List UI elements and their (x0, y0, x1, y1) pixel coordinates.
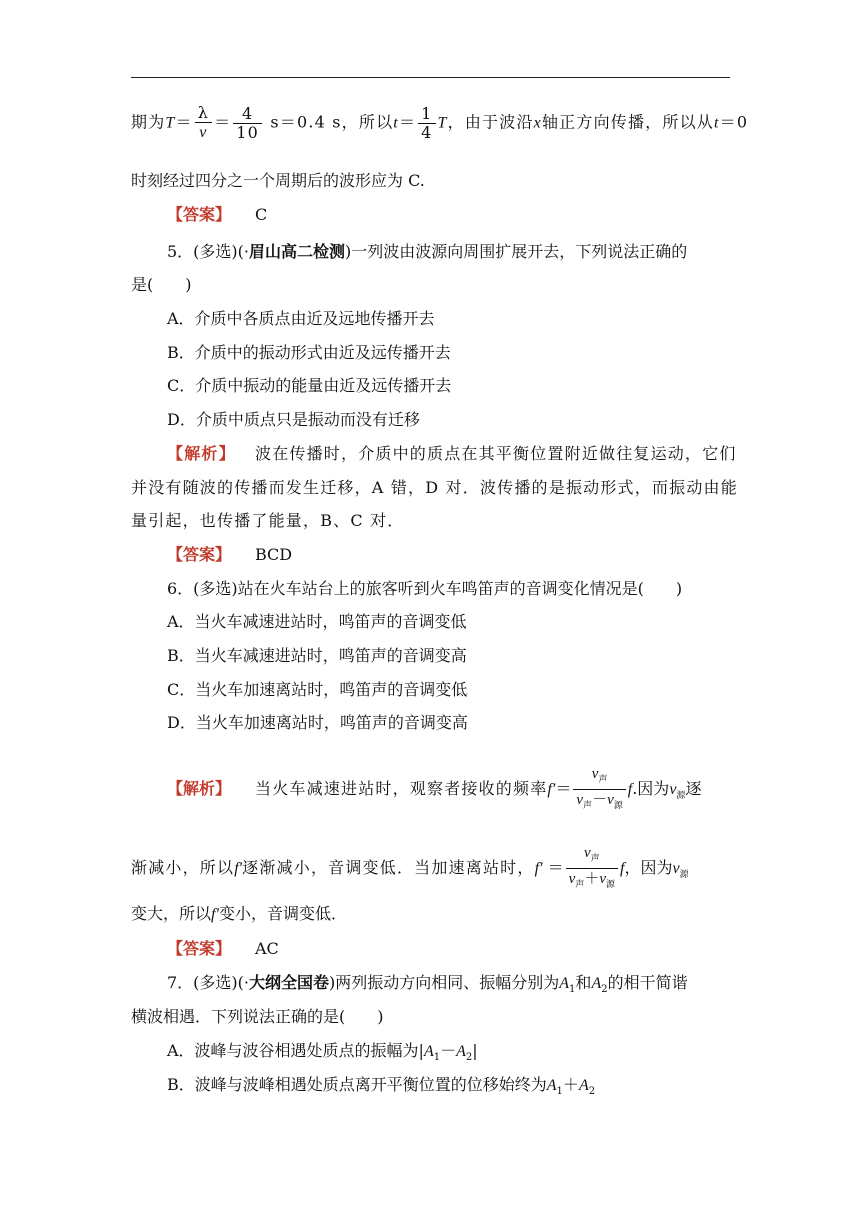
q5-option-c: C．介质中振动的能量由近及远传播开去 (167, 376, 452, 395)
q6-option-a: A．当火车减速进站时，鸣笛声的音调变低 (167, 612, 467, 631)
q5-stem-line-1: 5．(多选)(·眉山高二检测)一列波由波源向周围扩展开去，下列说法正确的 (167, 242, 688, 261)
q6-option-d: D．当火车加速离站时，鸣笛声的音调变高 (167, 713, 468, 732)
header-rule (131, 77, 730, 78)
q7-stem-line-1: 7．(多选)(·大纲全国卷)两列振动方向相同、振幅分别为$A_1$和$A_2$的相干简谐 (167, 973, 688, 996)
answer-label: 【答案】 (167, 545, 232, 564)
answer-label: 【答案】 (167, 205, 232, 224)
q6-analysis-line-1: 【解析】 当火车减速进站时，观察者接收的频率f′＝ $\frac{v_声}{v_声-v_源}$ f.因为$v_源$逐 (167, 764, 701, 815)
fraction-lambda-over-v: $\frac{\lambda}{v}$ (195, 104, 212, 142)
q6-analysis-line-2: 渐减小，所以f′逐渐减小，音调变低．当加速离站时，f′ ＝ $\frac{v_声}{v_声+v_源}$ f，因为$v_源$ (131, 843, 689, 894)
q7-option-a: A．波峰与波谷相遇处质点的振幅为$|A_1-A_2|$ (167, 1041, 478, 1064)
q6-analysis-line-3: 变大，所以f′变小，音调变低． (131, 904, 347, 923)
q6-option-b: B．当火车减速进站时，鸣笛声的音调变高 (167, 646, 467, 665)
intro-line-2: 时刻经过四分之一个周期后的波形应为 C. (131, 171, 425, 190)
q5-option-b: B．介质中的振动形式由近及远传播开去 (167, 343, 451, 362)
q5-option-d: D．介质中质点只是振动而没有迁移 (167, 410, 420, 429)
fraction-4-over-10: $\frac{4}{10}$ (233, 105, 262, 142)
q6-option-c: C．当火车加速离站时，鸣笛声的音调变低 (167, 680, 468, 699)
q5-answer: 【答案】 BCD (167, 545, 293, 564)
analysis-label: 【解析】 (167, 779, 232, 798)
doppler-fraction-approach: $\frac{v_声}{v_声-v_源}$ (573, 764, 625, 815)
doppler-fraction-recede: $\frac{v_声}{v_声+v_源}$ (566, 843, 618, 894)
q5-option-a: A．介质中各质点由近及远地传播开去 (167, 309, 435, 328)
intro-line-1: 期为T＝ $\frac{\lambda}{v}$ ＝ $\frac{4}{10}$ s＝0.4 s，所以t＝ $\frac{1}{4}$ T，由于波沿x轴正方向传播，所以从t＝0 (131, 103, 749, 142)
q7-stem-line-2: 横波相遇．下列说法正确的是( ) (131, 1007, 384, 1026)
q5-analysis-line-3: 量引起，也传播了能量，B、C 对． (131, 511, 405, 530)
answer-4: 【答案】 C (167, 205, 268, 224)
q7-option-b: B．波峰与波峰相遇处质点离开平衡位置的位移始终为$A_1+A_2$ (167, 1075, 596, 1098)
answer-label: 【答案】 (167, 939, 232, 958)
q6-stem: 6．(多选)站在火车站台上的旅客听到火车鸣笛声的音调变化情况是( ) (167, 579, 683, 598)
analysis-label: 【解析】 (167, 444, 236, 463)
q6-answer: 【答案】 AC (167, 939, 279, 958)
q5-analysis-line-2: 并没有随波的传播而发生迁移，A 错，D 对．波传播的是振动形式，而振动由能 (131, 478, 738, 497)
q5-stem-line-2: 是( ) (131, 275, 192, 294)
fraction-1-over-4: $\frac{1}{4}$ (418, 105, 435, 142)
q5-analysis-line-1: 【解析】 波在传播时，介质中的质点在其平衡位置附近做往复运动，它们 (167, 444, 737, 463)
